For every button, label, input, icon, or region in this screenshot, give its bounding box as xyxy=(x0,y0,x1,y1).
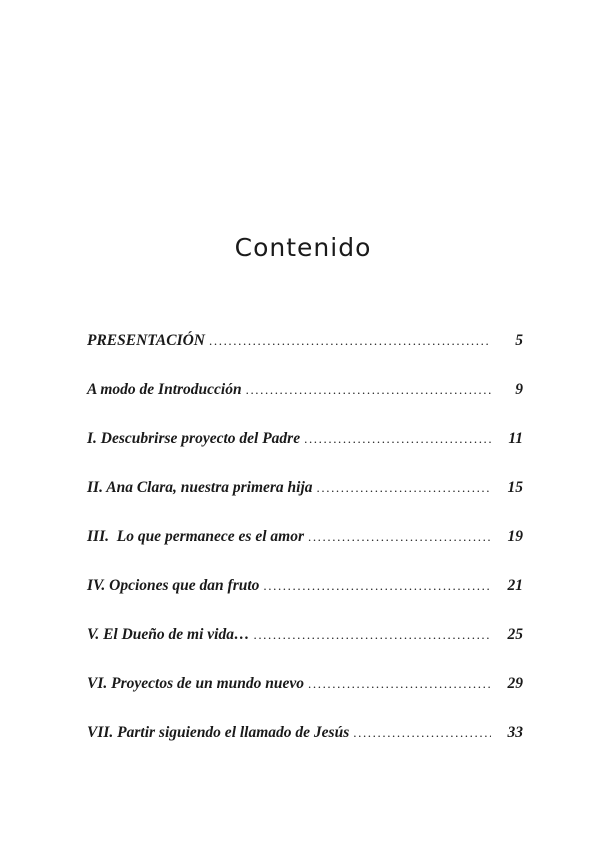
toc-entry-chapter-4[interactable] xyxy=(87,573,523,622)
toc-entry-page-number: 5 xyxy=(515,332,523,349)
toc-entry-page-number: 25 xyxy=(507,626,523,643)
toc-entry-chapter-1[interactable] xyxy=(87,426,523,475)
dot-leader xyxy=(246,377,491,403)
toc-entry-presentacion[interactable] xyxy=(87,328,523,377)
toc-entry-title: IV. Opciones que dan fruto xyxy=(87,577,260,594)
dot-leader xyxy=(353,720,491,746)
toc-entry-page-number: 21 xyxy=(507,577,523,594)
dot-leader xyxy=(308,524,491,550)
dot-leader xyxy=(317,475,491,501)
table-of-contents xyxy=(87,328,523,769)
toc-entry-chapter-6[interactable] xyxy=(87,671,523,720)
toc-entry-chapter-5[interactable] xyxy=(87,622,523,671)
toc-entry-page-number: 19 xyxy=(507,528,523,545)
toc-entry-title: I. Descubrirse proyecto del Padre xyxy=(87,430,301,447)
page-title: Contenido xyxy=(234,233,372,262)
toc-entry-title: A modo de Introducción xyxy=(87,381,242,398)
toc-entry-chapter-7[interactable] xyxy=(87,720,523,769)
toc-entry-page-number: 33 xyxy=(507,724,523,741)
toc-entry-page-number: 11 xyxy=(508,430,523,447)
dot-leader xyxy=(304,426,491,452)
dot-leader xyxy=(263,573,491,599)
dot-leader xyxy=(308,671,491,697)
toc-entry-title: PRESENTACIÓN xyxy=(87,332,206,349)
dot-leader xyxy=(253,622,491,648)
toc-entry-introduccion[interactable] xyxy=(87,377,523,426)
toc-entry-title: III. Lo que permanece es el amor xyxy=(87,528,304,545)
toc-entry-chapter-3[interactable] xyxy=(87,524,523,573)
dot-leader xyxy=(209,328,491,354)
toc-entry-chapter-2[interactable] xyxy=(87,475,523,524)
toc-entry-page-number: 9 xyxy=(515,381,523,398)
toc-entry-page-number: 29 xyxy=(507,675,523,692)
toc-entry-title: II. Ana Clara, nuestra primera hija xyxy=(87,479,313,496)
toc-entry-title: V. El Dueño de mi vida… xyxy=(87,626,250,643)
toc-entry-title: VI. Proyectos de un mundo nuevo xyxy=(87,675,305,692)
toc-entry-title: VII. Partir siguiendo el llamado de Jesús xyxy=(87,724,350,741)
toc-entry-page-number: 15 xyxy=(507,479,523,496)
